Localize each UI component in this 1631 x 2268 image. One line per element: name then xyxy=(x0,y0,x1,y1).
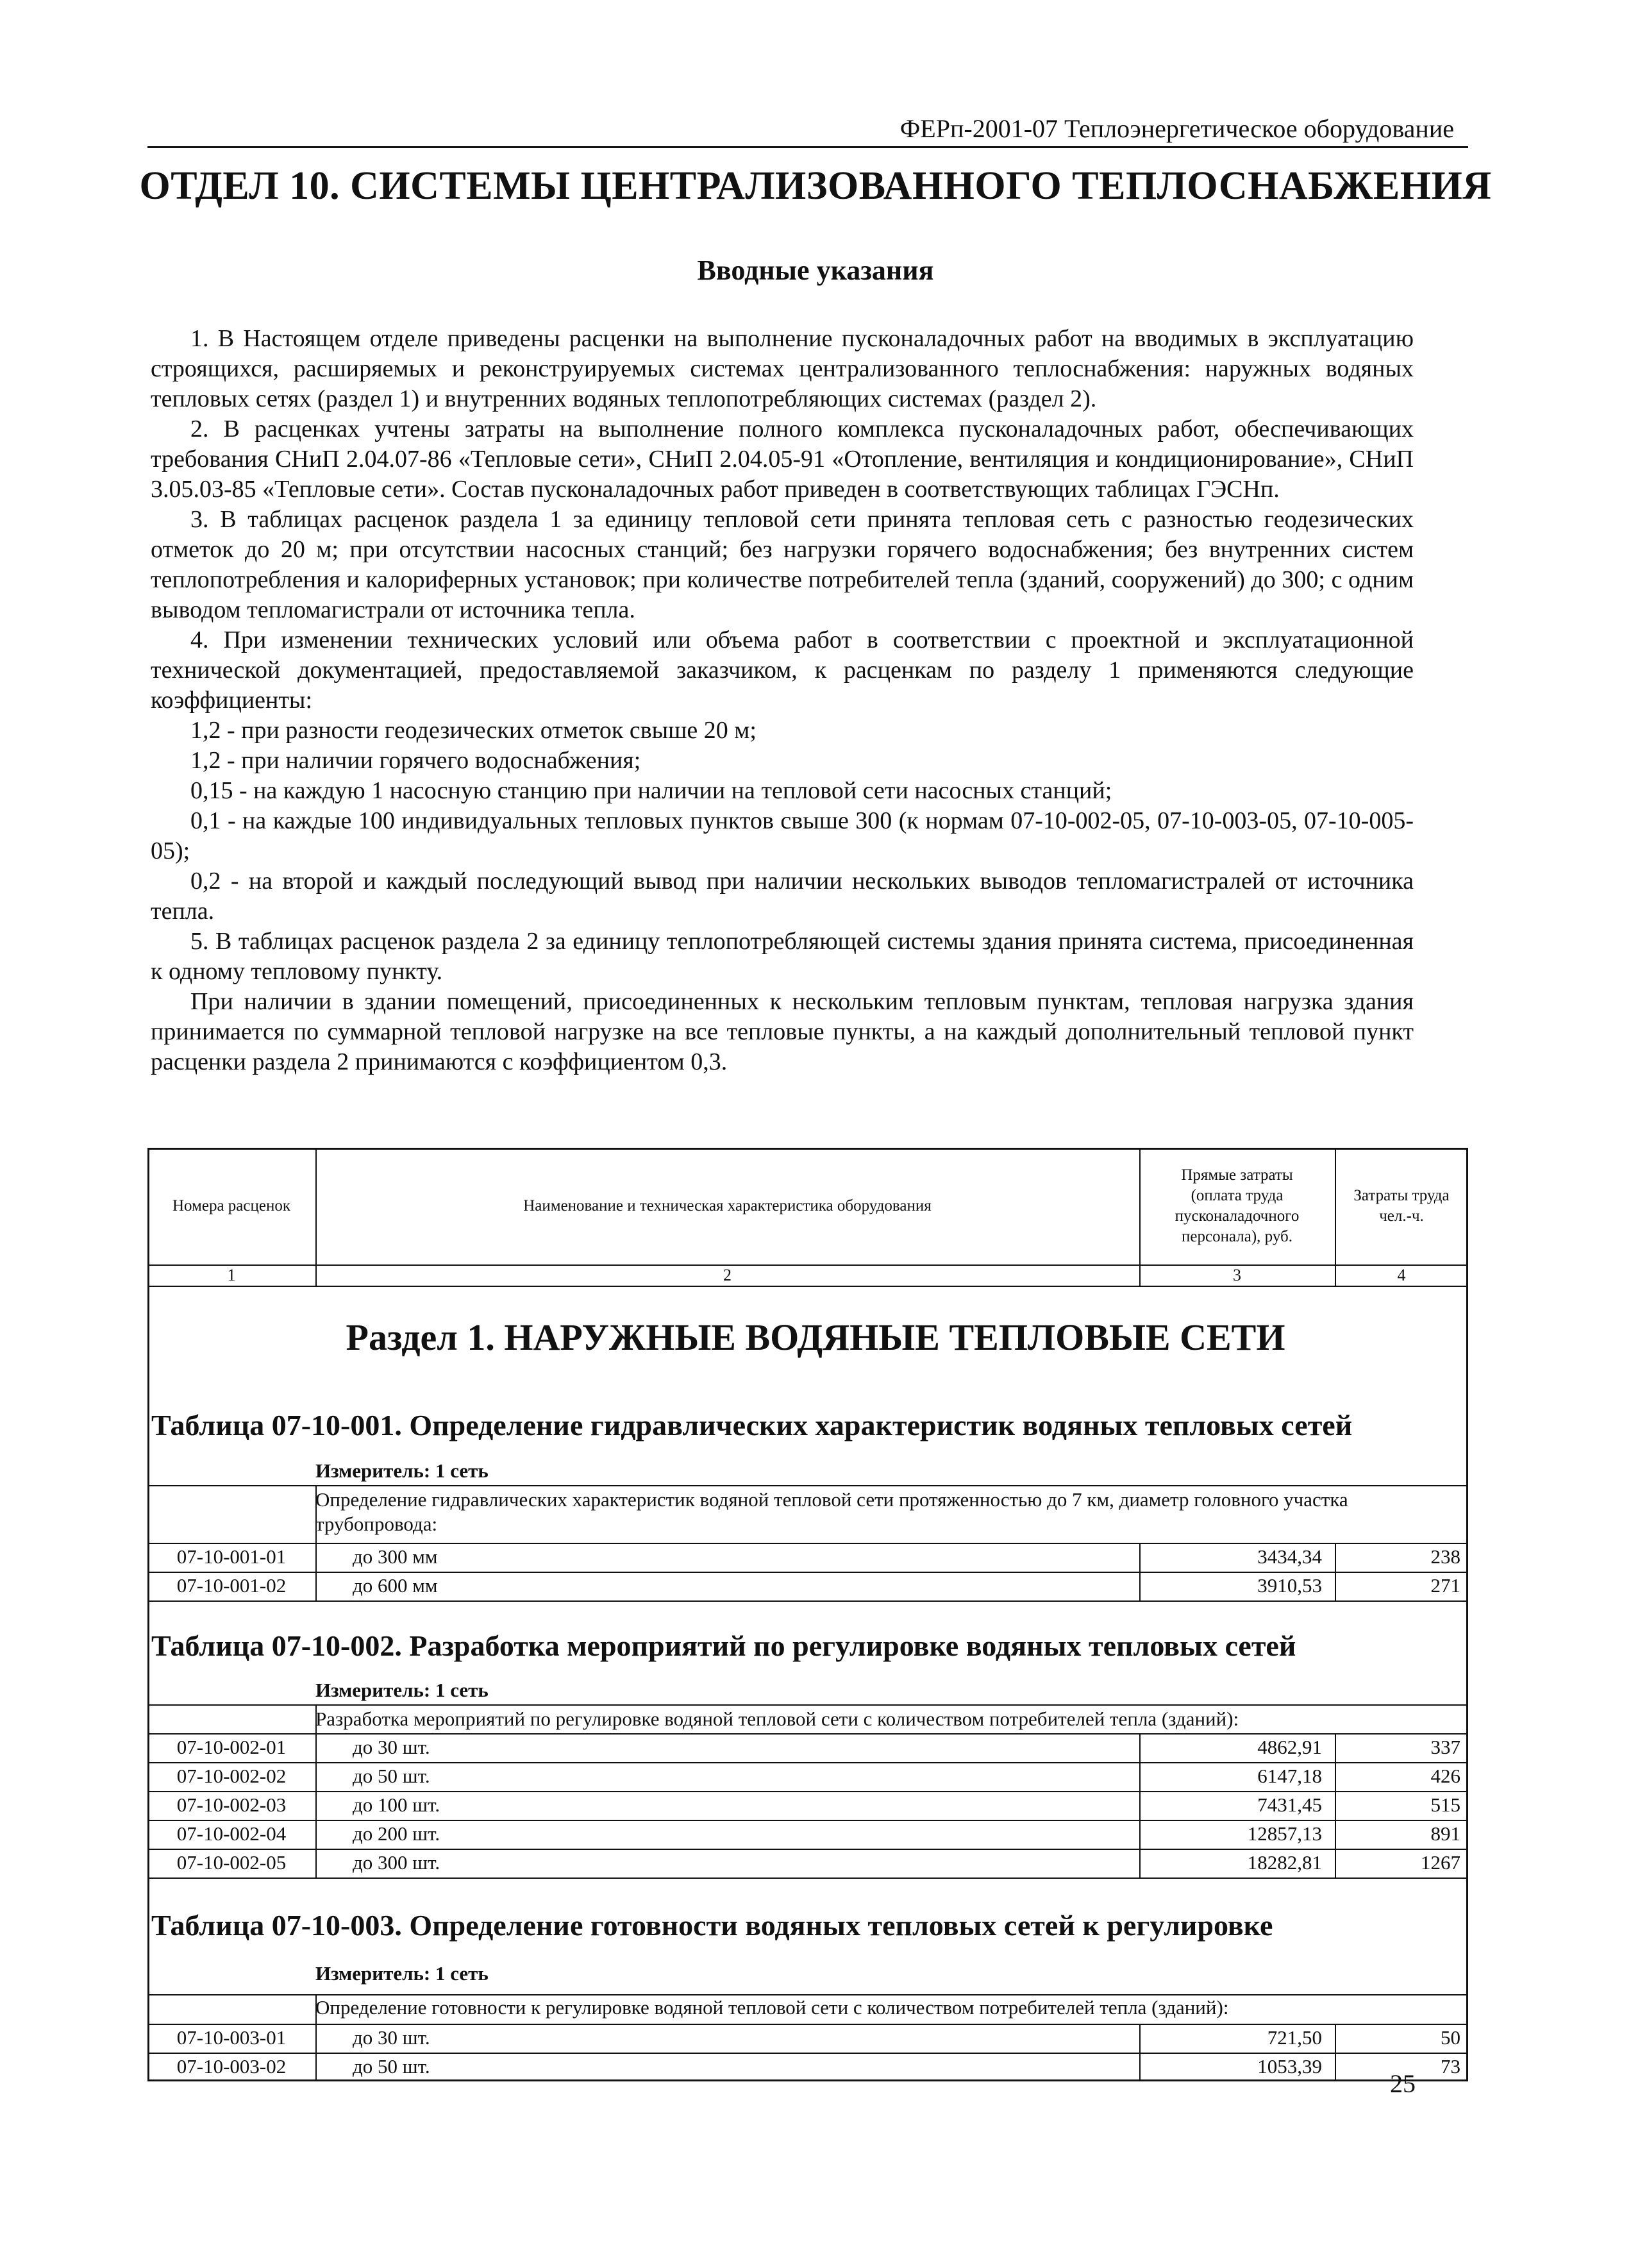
rate-labor: 426 xyxy=(1430,1765,1460,1787)
table-description: Определение гидравлических характеристик водяной тепловой сети протяженностью до 7 км, диаметр головного участка трубопровода: xyxy=(315,1488,1348,1535)
coefficient-item: 1,2 - при наличии горячего водоснабжения; xyxy=(190,747,641,774)
rate-code: 07-10-001-02 xyxy=(176,1574,287,1597)
intro-paragraph: 3. В таблицах расценок раздела 1 за единицу тепловой сети принята тепловая сеть с разностью геодезических отметок до 20 м; при отсутствии насосных станций; без нагрузки горячего водоснабжения; без внутренних систем теплопотребления и калориферных установок; при количестве потребителей тепла (зданий, сооружений) до 300; с одним выводом тепломагистрали от источника тепла. xyxy=(151,506,1414,623)
table-row xyxy=(147,2024,1468,2052)
column-number: 4 xyxy=(1397,1266,1406,1284)
rate-labor: 891 xyxy=(1430,1822,1460,1845)
table-meter: Измеритель: 1 сеть xyxy=(315,1459,489,1482)
intro-title: Вводные указания xyxy=(697,255,934,286)
rate-labor: 73 xyxy=(1441,2055,1460,2078)
column-number: 3 xyxy=(1233,1266,1241,1284)
rate-code: 07-10-002-05 xyxy=(176,1851,287,1874)
table-divider xyxy=(147,1286,1468,1287)
rate-code: 07-10-002-04 xyxy=(176,1822,287,1845)
intro-paragraph: При наличии в здании помещений, присоединенных к нескольким тепловым пунктам, тепловая нагрузка здания принимается по суммарной тепловой нагрузке на все тепловые пункты, а на каждый дополнительный тепловой пункт расценки раздела 2 принимаются с коэффициентом 0,3. xyxy=(151,988,1414,1075)
intro-paragraph: 1. В Настоящем отделе приведены расценки на выполнение пусконаладочных работ на вводимых в эксплуатацию строящихся, расширяемых и реконструируемых системах централизованного теплоснабжения: наружных водяных тепловых сетях (раздел 1) и внутренних водяных теплопотребляющих системах (раздел 2). xyxy=(151,325,1414,412)
rate-labor: 238 xyxy=(1430,1545,1460,1568)
rate-code: 07-10-002-01 xyxy=(176,1736,287,1758)
column-number: 1 xyxy=(227,1266,236,1284)
coefficient-item: 1,2 - при разности геодезических отметок свыше 20 м; xyxy=(190,717,757,744)
header-description: Наименование и техническая характеристика оборудования xyxy=(523,1197,932,1214)
rate-labor: 50 xyxy=(1441,2026,1460,2049)
table-row xyxy=(147,1543,1468,1571)
table-row xyxy=(147,1791,1468,1819)
coefficient-item: 0,1 - на каждые 100 индивидуальных тепловых пунктов свыше 300 (к нормам 07-10-002-05, 07-10-003-05, 07-10-005-05); xyxy=(151,807,1414,864)
intro-paragraph: 4. При изменении технических условий или объема работ в соответствии с проектной и эксплуатационной технической документацией, предоставляемой заказчиком, к расценкам по разделу 1 применяются следующие коэффициенты: xyxy=(151,626,1414,714)
rate-cost: 1053,39 xyxy=(1257,2055,1322,2078)
rate-cost: 18282,81 xyxy=(1247,1851,1322,1874)
table-title: Таблица 07-10-003. Определение готовности водяных тепловых сетей к регулировке xyxy=(151,1909,1273,1942)
rate-name: до 300 мм xyxy=(353,1545,438,1568)
rate-cost: 4862,91 xyxy=(1257,1736,1322,1758)
header-labor: Затраты труда чел.-ч. xyxy=(1353,1187,1450,1225)
rate-name: до 600 мм xyxy=(353,1574,438,1597)
row-divider xyxy=(147,1600,1468,1602)
row-divider xyxy=(147,1704,1468,1706)
coefficient-item: 0,2 - на второй и каждый последующий вывод при наличии нескольких выводов тепломагистралей от источника тепла. xyxy=(151,868,1414,925)
header-rate-numbers: Номера расценок xyxy=(172,1197,291,1214)
table-meter: Измеритель: 1 сеть xyxy=(315,1679,489,1701)
table-description: Определение готовности к регулировке водяной тепловой сети с количеством потребителей тепла (зданий): xyxy=(315,1996,1229,2019)
rate-name: до 30 шт. xyxy=(353,2026,430,2049)
table-title: Таблица 07-10-002. Разработка мероприятий по регулировке водяных тепловых сетей xyxy=(151,1629,1296,1662)
rate-cost: 721,50 xyxy=(1267,2026,1322,2049)
rate-labor: 337 xyxy=(1430,1736,1460,1758)
rate-name: до 30 шт. xyxy=(353,1736,430,1758)
running-header xyxy=(147,110,1468,148)
rate-code: 07-10-003-02 xyxy=(176,2055,287,2078)
rate-code: 07-10-001-01 xyxy=(176,1545,287,1568)
table-description: Разработка мероприятий по регулировке водяной тепловой сети с количеством потребителей тепла (зданий): xyxy=(315,1708,1239,1730)
section-1-title: Раздел 1. НАРУЖНЫЕ ВОДЯНЫЕ ТЕПЛОВЫЕ СЕТИ xyxy=(346,1316,1285,1358)
column-number: 2 xyxy=(723,1266,732,1284)
header-direct-costs: Прямые затраты (оплата труда пусконаладочного персонала), руб. xyxy=(1175,1166,1300,1245)
rate-labor: 1267 xyxy=(1421,1851,1460,1874)
rate-cost: 6147,18 xyxy=(1257,1765,1322,1787)
table-meter: Измеритель: 1 сеть xyxy=(315,1962,489,1985)
intro-paragraph: 5. В таблицах расценок раздела 2 за единицу теплопотребляющей системы здания принята система, присоединенная к одному тепловому пункту. xyxy=(151,928,1414,985)
table-row xyxy=(147,1849,1468,1877)
section-title: ОТДЕЛ 10. СИСТЕМЫ ЦЕНТРАЛИЗОВАННОГО ТЕПЛОСНАБЖЕНИЯ xyxy=(139,164,1492,208)
coefficient-item: 0,15 - на каждую 1 насосную станцию при наличии на тепловой сети насосных станций; xyxy=(190,777,1112,804)
rate-cost: 3434,34 xyxy=(1257,1545,1322,1568)
rate-cost: 7431,45 xyxy=(1257,1793,1322,1816)
rate-cost: 12857,13 xyxy=(1247,1822,1322,1845)
table-row xyxy=(147,1820,1468,1848)
table-row xyxy=(147,2053,1468,2081)
intro-text xyxy=(151,324,1414,1077)
rate-name: до 200 шт. xyxy=(353,1822,440,1845)
running-title: ФЕРп-2001-07 Теплоэнергетическое оборудование xyxy=(899,114,1454,143)
table-row xyxy=(147,1572,1468,1600)
table-row xyxy=(147,1733,1468,1761)
rate-name: до 50 шт. xyxy=(353,1765,430,1787)
rate-name: до 50 шт. xyxy=(353,2055,430,2078)
row-divider xyxy=(147,1485,1468,1486)
rate-cost: 3910,53 xyxy=(1257,1574,1322,1597)
rate-labor: 515 xyxy=(1430,1793,1460,1816)
rate-code: 07-10-002-03 xyxy=(176,1793,287,1816)
rate-code: 07-10-002-02 xyxy=(176,1765,287,1787)
table-row xyxy=(147,1762,1468,1790)
rate-name: до 100 шт. xyxy=(353,1793,440,1816)
table-title: Таблица 07-10-001. Определение гидравлических характеристик водяных тепловых сетей xyxy=(151,1409,1353,1441)
rate-name: до 300 шт. xyxy=(353,1851,440,1874)
rate-labor: 271 xyxy=(1430,1574,1460,1597)
page-number: 25 xyxy=(1390,2069,1416,2098)
intro-paragraph: 2. В расценках учтены затраты на выполнение полного комплекса пусконаладочных работ, обеспечивающих требования СНиП 2.04.07-86 «Тепловые сети», СНиП 2.04.05-91 «Отопление, вентиляция и кондиционирование», СНиП 3.05.03-85 «Тепловые сети». Состав пусконаладочных работ приведен в соответствующих таблицах ГЭСНп. xyxy=(151,416,1414,503)
row-divider xyxy=(147,1877,1468,1879)
rate-code: 07-10-003-01 xyxy=(176,2026,287,2049)
